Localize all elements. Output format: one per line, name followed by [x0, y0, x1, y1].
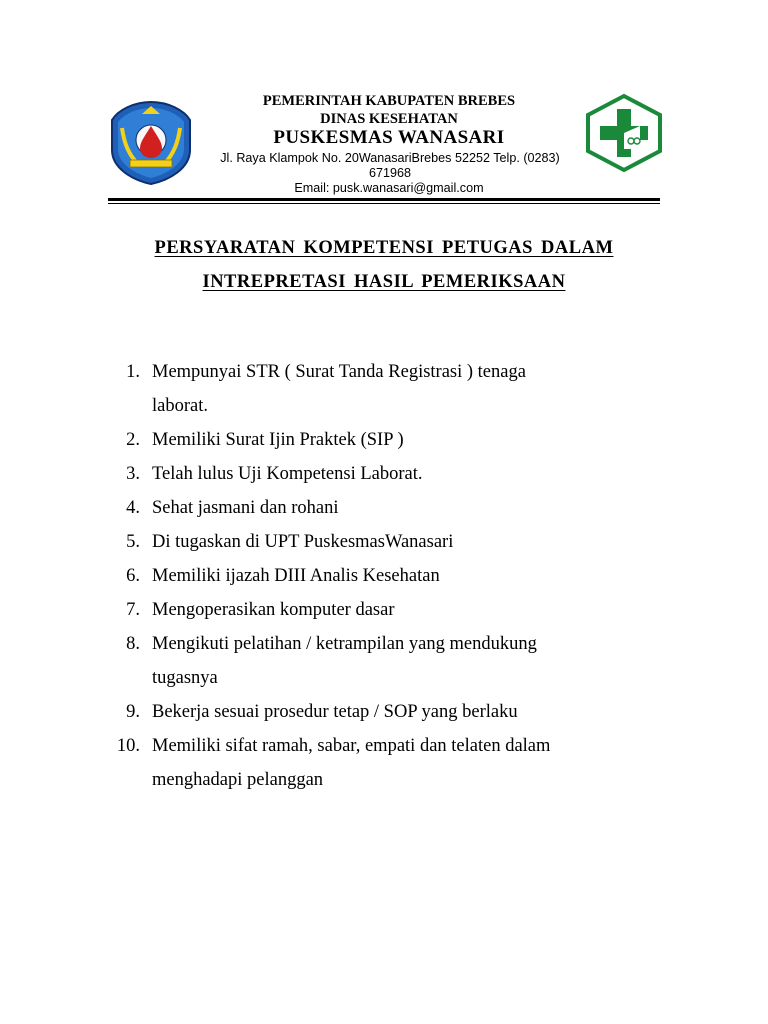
requirement-number: 5.	[126, 532, 140, 552]
requirement-text: Mengoperasikan komputer dasar	[152, 600, 395, 620]
requirement-text: Memiliki ijazah DIII Analis Kesehatan	[152, 566, 440, 586]
letterhead-rule-thick	[108, 198, 660, 201]
letterhead-rule-thin	[108, 203, 660, 204]
requirement-text: Di tugaskan di UPT PuskesmasWanasari	[152, 532, 454, 552]
requirement-text: tugasnya	[152, 668, 218, 688]
requirement-number: 4.	[126, 498, 140, 518]
requirement-number: 2.	[126, 430, 140, 450]
requirement-text: Sehat jasmani dan rohani	[152, 498, 339, 518]
document-title-line-1: PERSYARATAN KOMPETENSI PETUGAS DALAM	[154, 238, 614, 258]
institution-email: Email: pusk.wanasari@gmail.com	[294, 181, 484, 195]
letterhead	[0, 0, 768, 205]
requirement-number: 3.	[126, 464, 140, 484]
requirement-text: laborat.	[152, 396, 208, 416]
requirement-number: 6.	[126, 566, 140, 586]
requirement-text: menghadapi pelanggan	[152, 770, 324, 790]
requirement-number: 10.	[116, 736, 140, 756]
department-name: DINAS KESEHATAN	[320, 111, 458, 127]
requirement-number: 8.	[126, 634, 140, 654]
requirement-text: Mengikuti pelatihan / ketrampilan yang mendukung	[152, 634, 537, 654]
institution-name: PUSKESMAS WANASARI	[273, 127, 505, 148]
institution-address: Jl. Raya Klampok No. 20WanasariBrebes 52252 Telp. (0283) 671968	[220, 151, 560, 180]
puskesmas-logo-icon	[584, 93, 664, 173]
requirement-text: Memiliki Surat Ijin Praktek (SIP )	[152, 430, 404, 450]
government-name: PEMERINTAH KABUPATEN BREBES	[262, 93, 516, 109]
requirement-number: 1.	[126, 362, 140, 382]
requirement-text: Telah lulus Uji Kompetensi Laborat.	[152, 464, 423, 484]
requirement-text: Mempunyai STR ( Surat Tanda Registrasi ) tenaga	[152, 362, 526, 382]
brebes-emblem-icon	[108, 98, 194, 186]
requirement-text: Bekerja sesuai prosedur tetap / SOP yang berlaku	[152, 702, 518, 722]
requirement-number: 9.	[126, 702, 140, 722]
requirement-number: 7.	[126, 600, 140, 620]
document-title-line-2: INTREPRETASI HASIL PEMERIKSAAN	[202, 272, 566, 292]
requirement-text: Memiliki sifat ramah, sabar, empati dan telaten dalam	[152, 736, 551, 756]
